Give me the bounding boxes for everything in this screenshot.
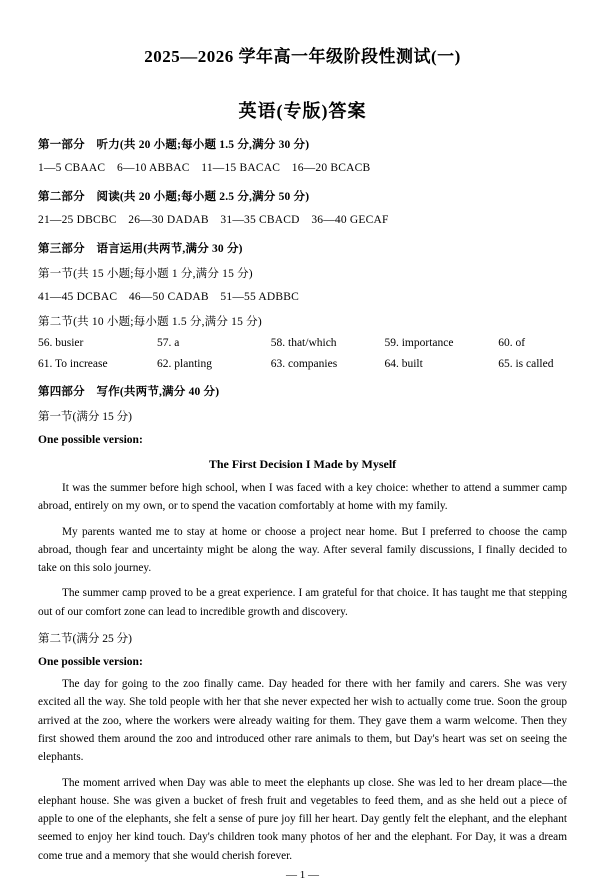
fill-word-58: that/which: [288, 337, 337, 349]
essay-one-paragraph-1: It was the summer before high school, when I was faced with a key choice: whether to attend a summer camp abroad, entirely on my own, or to spend the vacation comfortably at home with my family.: [38, 482, 567, 513]
part-three-section-one-heading: 第一节(共 15 小题;每小题 1 分,满分 15 分): [38, 268, 253, 280]
fill-word-65: is called: [515, 358, 554, 370]
page-title: 2025—2026 学年高一年级阶段性测试(一): [144, 47, 461, 66]
fill-word-60: of: [515, 337, 526, 349]
essay-two-paragraph-1: The day for going to the zoo finally came. Day headed for there with her family and carers. She was very excited all the way. She told people with her that she never expected her wish to actually come true. Soon the group arrived at the zoo, where the workers were already waiting for them. They gave them a warm welcome. Then they first showed them around the zoo and introduced other rare animals to them, but Day's heart was set on seeing the elephants.: [38, 678, 567, 764]
fill-word-59: importance: [401, 337, 454, 349]
fill-answer-64: [384, 358, 498, 370]
essay-two-paragraph-2: The moment arrived when Day was able to meet the elephants up close. She was led to her dream place—the elephant house. She was given a bucket of fresh fruit and vegetables to feed them, and as she held out a piece of apple to one of the elephants, she felt a sense of pure joy fill her heart. Day gently felt the elephant, and the elephant seemed to enjoy her kind touch. Day's children took many photos of her and the elephant. For Day, it was a dream come true and a memory that she would cherish forever.: [38, 776, 567, 862]
fill-answer-60: [498, 337, 567, 349]
fill-word-64: built: [401, 358, 423, 370]
fill-answer-57: [157, 337, 271, 349]
part-three-heading: 第三部分 语言运用(共两节,满分 30 分): [38, 243, 243, 255]
fill-answer-61: [38, 358, 157, 370]
fill-number-58: 58.: [270, 337, 286, 349]
fill-word-56: busier: [55, 337, 84, 349]
part-four-section-two-heading: 第二节(满分 25 分): [38, 633, 132, 646]
fill-number-57: 57.: [157, 337, 172, 349]
fill-answer-63: [271, 358, 385, 370]
part-two-heading: 第二部分 阅读(共 20 小题;每小题 2.5 分,满分 50 分): [38, 191, 310, 203]
part-three-section-two-heading: 第二节(共 10 小题;每小题 1.5 分,满分 15 分): [38, 316, 262, 328]
fill-word-62: planting: [174, 358, 212, 370]
fill-answer-62: [157, 358, 271, 370]
fill-word-57: a: [174, 337, 180, 349]
fill-number-61: 61.: [38, 358, 53, 370]
subject-title: 英语(专版)答案: [238, 101, 367, 121]
part-four-section-one-heading: 第一节(满分 15 分): [38, 411, 132, 423]
part-two-answers: 21—25 DBCBC 26—30 DADAB 31—35 CBACD 36—40 GECAF: [38, 214, 389, 226]
part-one-heading: 第一部分 听力(共 20 小题;每小题 1.5 分,满分 30 分): [38, 139, 310, 151]
possible-version-label-two: One possible version:: [38, 656, 143, 669]
fill-answer-56: [38, 337, 157, 349]
essay-one-paragraph-3: The summer camp proved to be a great experience. I am grateful for that choice. It has taught me that stepping out of our comfort zone can lead to incredible growth and discovery.: [38, 587, 567, 618]
fill-in-blank-answers: [38, 337, 567, 370]
fill-word-61: To increase: [55, 358, 108, 370]
part-four-heading: 第四部分 写作(共两节,满分 40 分): [38, 386, 220, 398]
possible-version-label-one: One possible version:: [38, 434, 143, 446]
fill-answer-58: [271, 337, 385, 349]
part-one-answers: 1—5 CBAAC 6—10 ABBAC 11—15 BACAC 16—20 BCACB: [38, 162, 371, 174]
fill-number-64: 64.: [384, 358, 399, 370]
page-number: — 1 —: [286, 869, 319, 881]
fill-answer-65: [498, 358, 567, 370]
fill-number-62: 62.: [157, 358, 172, 370]
fill-answer-59: [384, 337, 498, 349]
essay-title: The First Decision I Made by Myself: [208, 457, 397, 471]
fill-number-63: 63.: [270, 358, 286, 370]
fill-number-60: 60.: [498, 337, 513, 349]
fill-number-56: 56.: [38, 337, 53, 349]
fill-number-59: 59.: [384, 337, 399, 349]
essay-one-paragraph-2: My parents wanted me to stay at home or choose a project near home. But I preferred to choose the camp abroad, though fear and uncertainty might be along the way. After several family discussions, I finally decided to take on this solo journey.: [38, 525, 567, 575]
fill-number-65: 65.: [498, 358, 513, 370]
part-three-section-one-answers: 41—45 DCBAC 46—50 CADAB 51—55 ADBBC: [38, 291, 299, 303]
fill-word-63: companies: [288, 358, 338, 370]
